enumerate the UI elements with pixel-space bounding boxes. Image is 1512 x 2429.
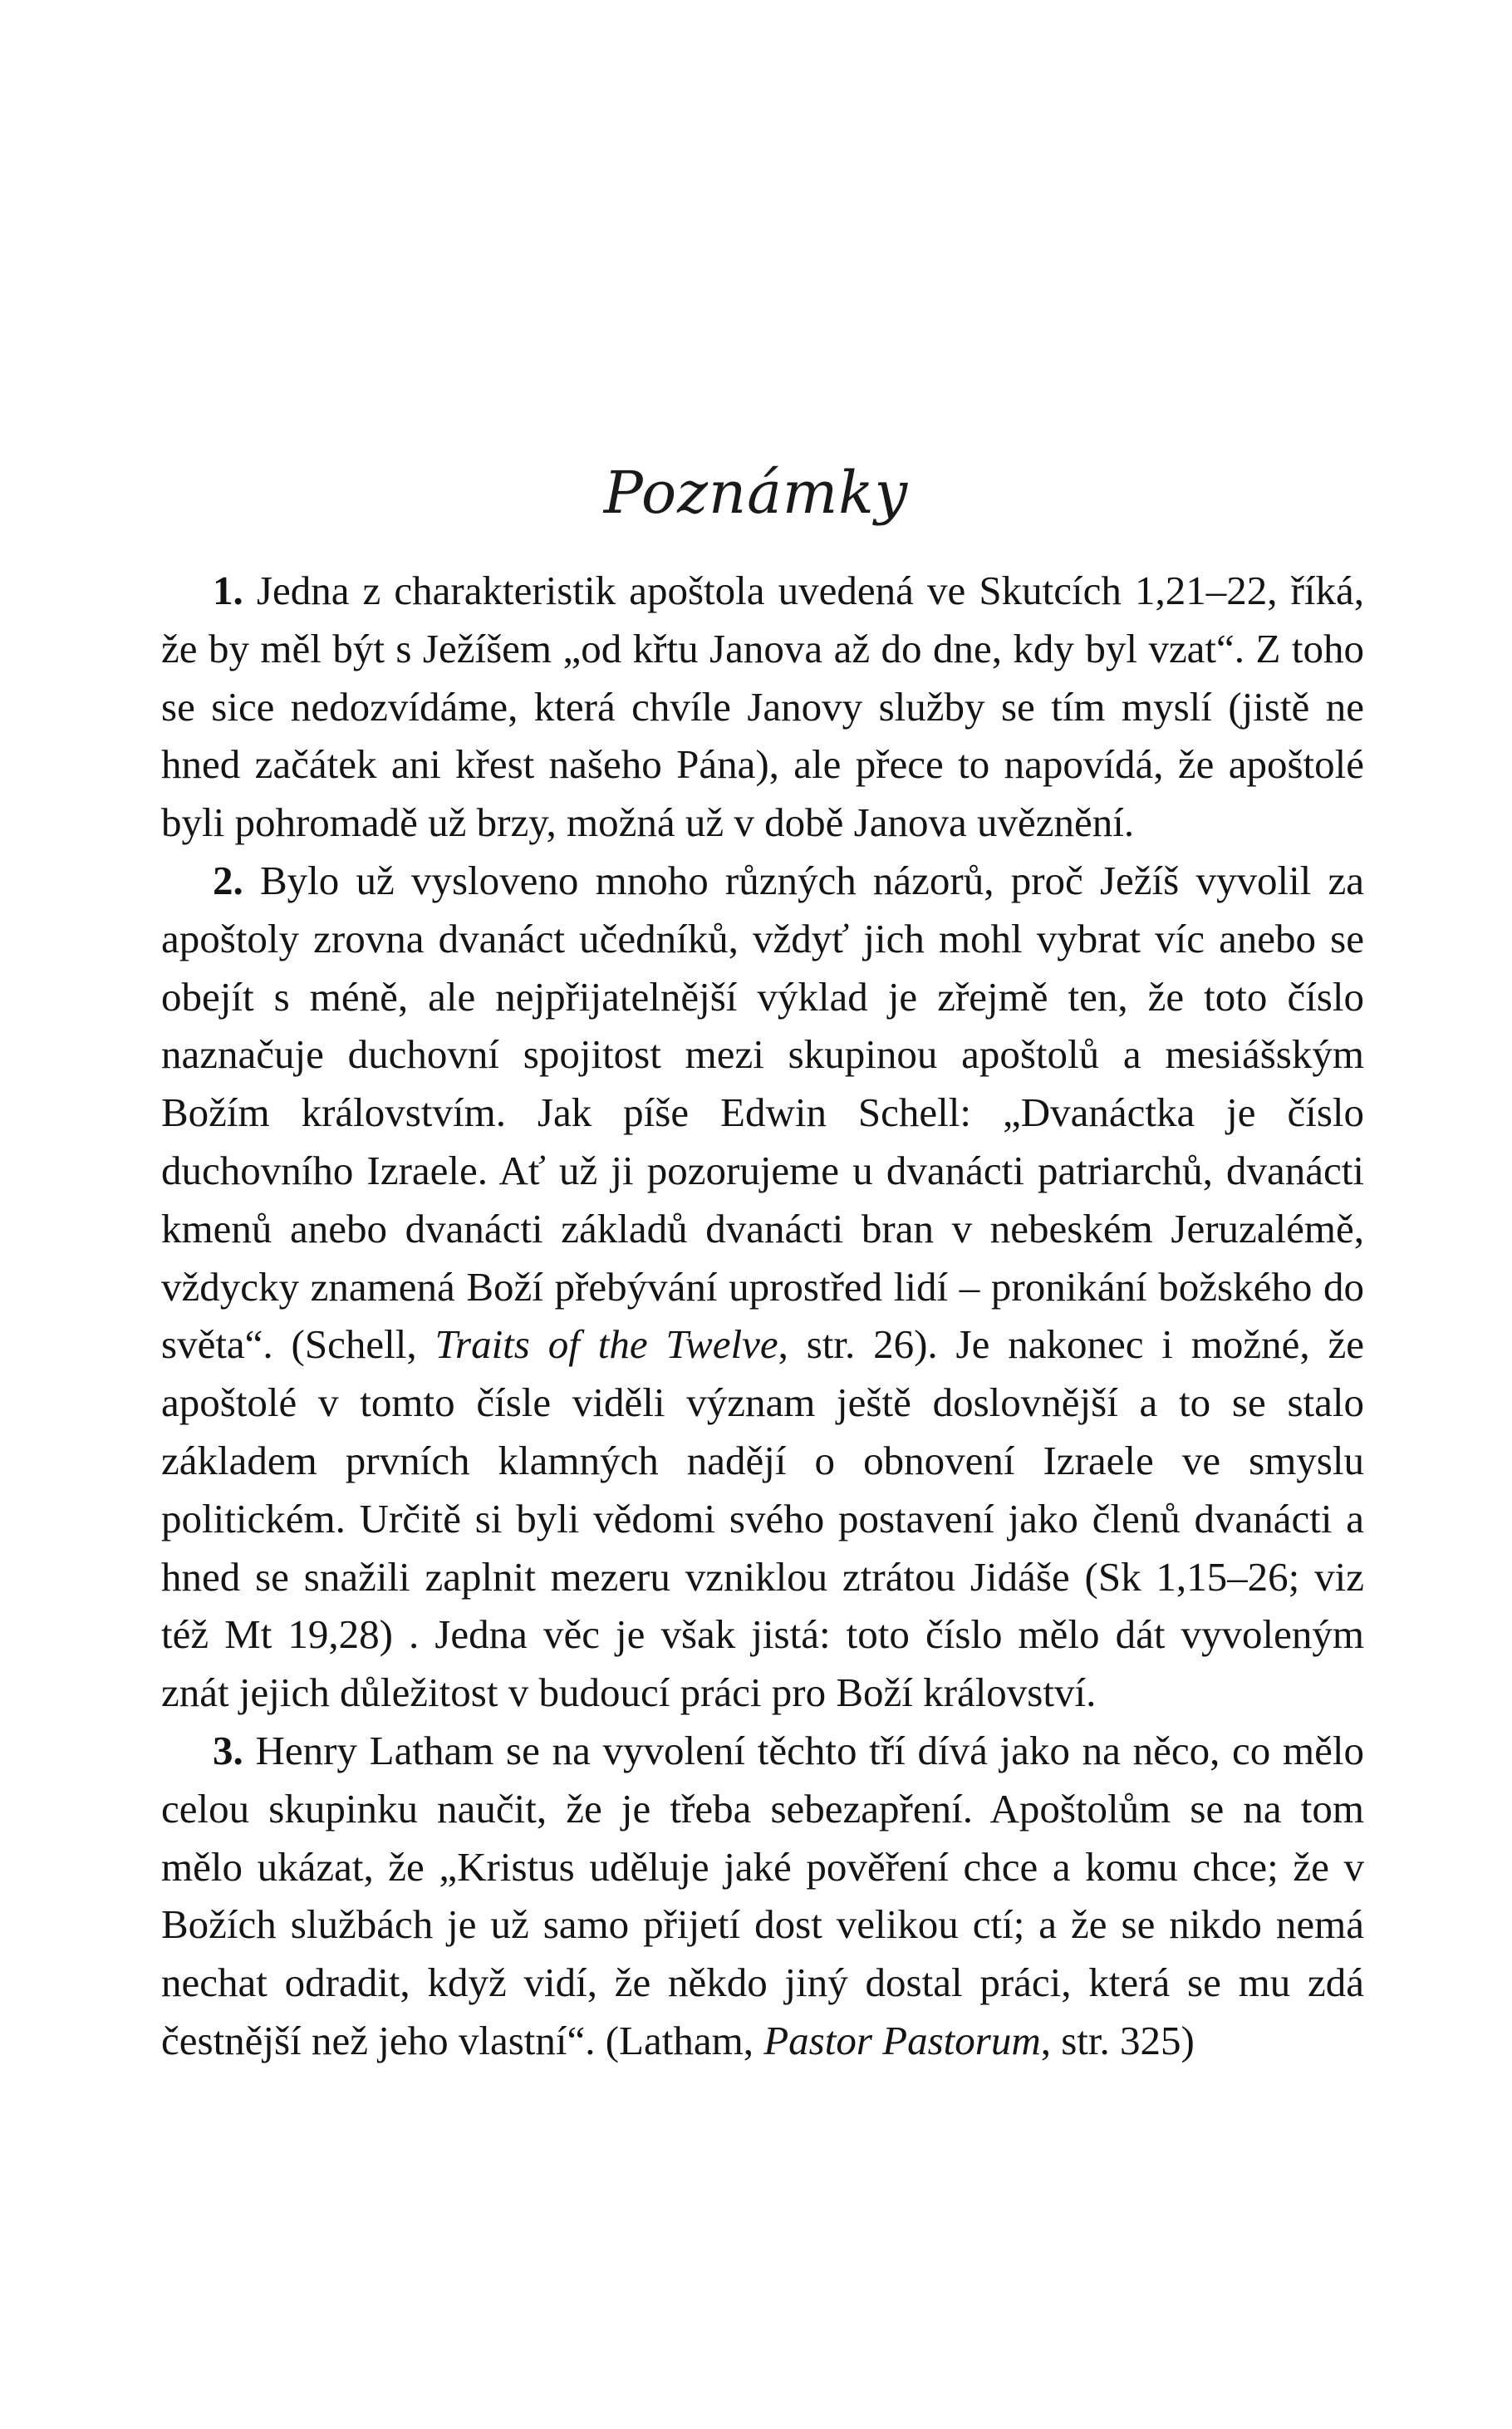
note-number: 1. [213, 568, 243, 613]
note-text-continued: , str. 26). Je nakonec i možné, že apoštolé v tomto čísle viděli význam ještě doslovnější a to se stalo základem prvních klamných nadějí o obnovení Izraele ve smyslu politickém. Určitě si byli vědomi svého postavení jako členů dvanácti a hned se snažili zaplnit mezeru vzniklou ztrátou Jidáše (Sk 1,15–26; viz též Mt 19,28) . Jedna věc je však jistá: toto číslo mělo dát vyvoleným znát jejich důležitost v budoucí práci pro Boží království. [161, 1321, 1364, 1716]
book-title: Pastor Pastorum [763, 2017, 1041, 2063]
note-number: 3. [213, 1727, 243, 1773]
note-3 [161, 1722, 1364, 2070]
note-1 [161, 562, 1364, 852]
note-number: 2. [213, 857, 243, 903]
notes-list [161, 562, 1364, 2070]
note-text: Henry Latham se na vyvolení těchto tří dívá jako na něco, co mělo celou skupinku naučit, že je třeba sebezapření. Apoštolům se na tom mělo ukázat, že „Kristus uděluje jaké pověření chce a komu chce; že v Božích službách je už samo přijetí dost velikou ctí; a že se nikdo nemá nechat odradit, když vidí, že někdo jiný dostal práci, která se mu zdá čestnější než jeho vlastní“. (Latham, [161, 1727, 1365, 2063]
note-2 [161, 852, 1364, 1722]
note-text: Bylo už vysloveno mnoho různých názorů, proč Ježíš vyvolil za apoštoly zrovna dvanáct učedníků, vždyť jich mohl vybrat víc anebo se obejít s méně, ale nejpřijatelnější výklad je zřejmě ten, že toto číslo naznačuje duchovní spojitost mezi skupinou apoštolů a mesiášským Božím královstvím. Jak píše Edwin Schell: „Dvanáctka je číslo duchovního Izraele. Ať už ji pozorujeme u dvanácti patriarchů, dvanácti kmenů anebo dvanácti základů dvanácti bran v nebeském Jeruzalémě, vždycky znamená Boží přebývání uprostřed lidí – pronikání božského do světa“. (Schell, [161, 857, 1365, 1368]
note-text-continued: , str. 325) [1040, 2017, 1195, 2063]
note-text: Jedna z charakteristik apoštola uvedená ve Skutcích 1,21–22, říká, že by měl být s Ježíšem „od křtu Janova až do dne, kdy byl vzat“. Z toho se sice nedozvídáme, která chvíle Janovy služby se tím myslí (jistě ne hned začátek ani křest našeho Pána), ale přece to napovídá, že apoštolé byli pohromadě už brzy, možná už v době Janova uvěznění. [161, 568, 1364, 846]
book-title: Traits of the Twelve [434, 1321, 778, 1368]
page-title: Poznámky [603, 459, 909, 527]
